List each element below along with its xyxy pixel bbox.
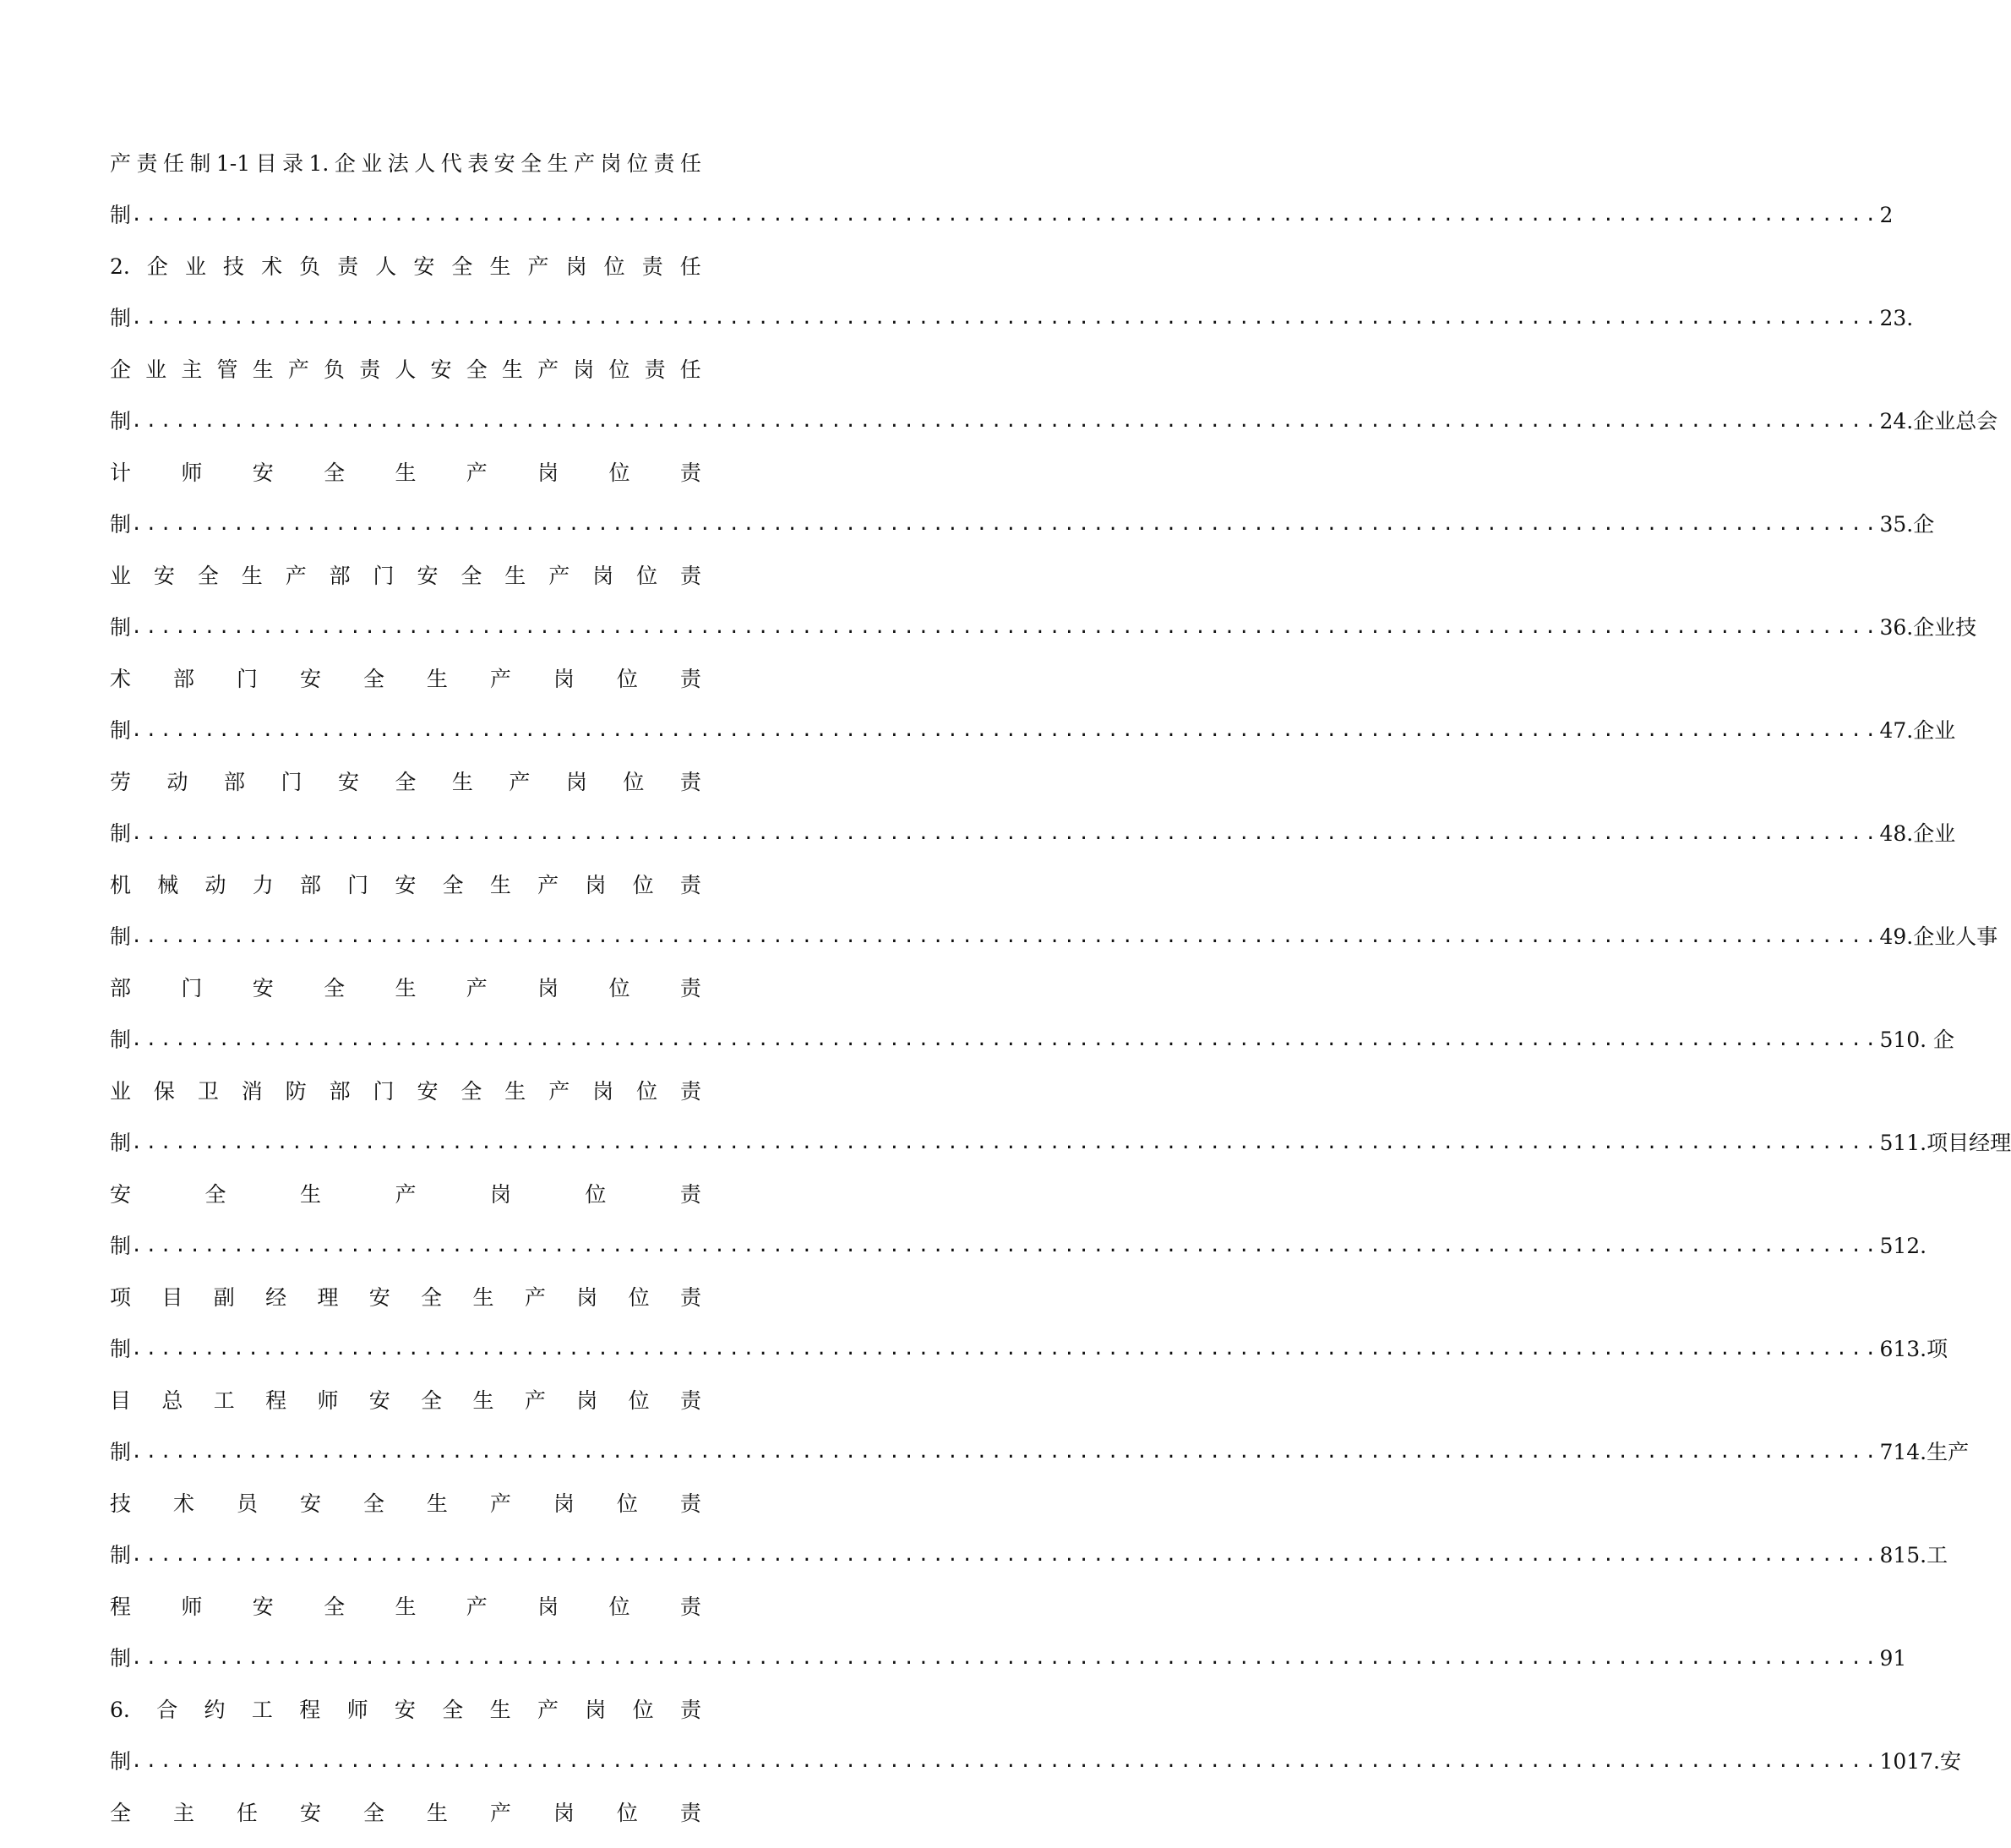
- toc-char: 安: [368, 1388, 390, 1413]
- toc-char: 械: [157, 873, 179, 897]
- toc-leader-line: [110, 714, 1956, 766]
- toc-leader-line: [110, 405, 1998, 456]
- toc-char: 任: [679, 254, 701, 279]
- toc-leader-head: 制: [110, 409, 132, 433]
- toc-char: 企: [334, 151, 356, 176]
- toc-char: 师: [317, 1388, 339, 1413]
- toc-char: 术: [110, 667, 132, 691]
- toc-page-number: 613.项: [1879, 1337, 1948, 1361]
- toc-char: 术: [261, 254, 283, 279]
- toc-char: 生: [504, 564, 526, 588]
- toc-char: 安: [395, 873, 417, 897]
- toc-page-number: 23.: [1879, 306, 1914, 330]
- toc-char: 部: [110, 976, 132, 1000]
- toc-char: 总: [161, 1388, 183, 1413]
- toc-char: 技: [223, 254, 245, 279]
- toc-char: 岗: [565, 770, 587, 794]
- toc-char: 责: [679, 1285, 701, 1310]
- toc-char: 计: [110, 461, 132, 485]
- toc-leader-dots: ........................................................................................................................: [131, 1235, 1880, 1257]
- toc-leader-dots: ........................................................................................................................: [131, 926, 1880, 947]
- toc-char: 责: [679, 1491, 701, 1516]
- toc-page-number: 48.企业: [1879, 821, 1956, 846]
- toc-char: 术: [172, 1491, 194, 1516]
- toc-char: 安: [417, 1079, 439, 1104]
- toc-leader-head: 制: [110, 1028, 132, 1052]
- toc-char: 全: [395, 770, 417, 794]
- toc-char: 岗: [537, 976, 559, 1000]
- toc-char: 卫: [197, 1079, 219, 1104]
- toc-leader-dots: ........................................................................................................................: [131, 1648, 1880, 1669]
- toc-text-line: [110, 662, 701, 714]
- toc-page-number: 2: [1879, 203, 1894, 227]
- toc-char: 全: [324, 461, 346, 485]
- toc-char: 目: [161, 1285, 183, 1310]
- toc-leader-dots: ........................................................................................................................: [131, 204, 1880, 226]
- toc-leader-dots: ........................................................................................................................: [131, 1029, 1880, 1050]
- toc-char: 生: [472, 1285, 494, 1310]
- toc-leader-line: [110, 508, 1935, 559]
- toc-char: 师: [346, 1698, 368, 1722]
- toc-char: 位: [608, 976, 630, 1000]
- toc-leader-head: 制: [110, 821, 132, 846]
- toc-char: 生: [451, 770, 473, 794]
- toc-char: 责: [679, 873, 701, 897]
- toc-text-line: [110, 1178, 701, 1229]
- toc-char: 责: [679, 976, 701, 1000]
- toc-page-number: 35.企: [1879, 512, 1935, 537]
- toc-char: 全: [110, 1801, 132, 1825]
- toc-char: 生: [501, 357, 523, 382]
- toc-char: 程: [110, 1595, 132, 1619]
- toc-char: 人: [395, 357, 417, 382]
- toc-char: 约: [204, 1698, 226, 1722]
- toc-char: 部: [223, 770, 245, 794]
- toc-char: 2.: [110, 254, 130, 279]
- toc-leader-dots: ........................................................................................................................: [131, 308, 1880, 329]
- toc-leader-head: 制: [110, 1646, 132, 1671]
- toc-page-number: 47.企业: [1879, 718, 1956, 743]
- toc-char: 岗: [537, 461, 559, 485]
- toc-char: 位: [636, 564, 658, 588]
- toc-char: 安: [413, 254, 435, 279]
- toc-leader-line: [110, 920, 1998, 972]
- toc-char: 任: [679, 357, 701, 382]
- toc-char: 位: [628, 1388, 650, 1413]
- toc-char: 责: [679, 1388, 701, 1413]
- toc-char: 理: [317, 1285, 339, 1310]
- toc-char: 安: [252, 461, 274, 485]
- toc-char: 岗: [489, 1182, 511, 1207]
- toc-leader-head: 制: [110, 512, 132, 537]
- toc-char: 位: [627, 151, 649, 176]
- toc-char: 负: [324, 357, 346, 382]
- toc-char: 全: [324, 976, 346, 1000]
- toc-page-number: 714.生产: [1879, 1440, 1970, 1464]
- toc-char: 位: [585, 1182, 607, 1207]
- toc-char: 位: [616, 667, 638, 691]
- toc-text-line: [110, 1384, 701, 1436]
- toc-char: 责: [359, 357, 381, 382]
- toc-char: 1-1: [215, 151, 251, 176]
- toc-leader-head: 制: [110, 1749, 132, 1774]
- toc-leader-line: [110, 1539, 1948, 1590]
- toc-text-line: [110, 869, 701, 920]
- toc-char: 师: [181, 1595, 203, 1619]
- toc-char: 产: [466, 1595, 488, 1619]
- toc-char: 全: [520, 151, 542, 176]
- toc-char: 消: [241, 1079, 263, 1104]
- toc-char: 任: [679, 151, 701, 176]
- toc-char: 全: [362, 1491, 384, 1516]
- toc-char: 位: [632, 1698, 654, 1722]
- toc-text-line: [110, 559, 701, 611]
- toc-char: 程: [299, 1698, 321, 1722]
- toc-char: 产: [574, 151, 596, 176]
- toc-char: 副: [213, 1285, 235, 1310]
- toc-char: 安: [110, 1182, 132, 1207]
- toc-char: 位: [608, 461, 630, 485]
- toc-leader-dots: ........................................................................................................................: [131, 1338, 1880, 1360]
- toc-char: 生: [489, 1698, 511, 1722]
- toc-char: 工: [251, 1698, 273, 1722]
- toc-char: 岗: [576, 1285, 598, 1310]
- toc-char: 位: [616, 1491, 638, 1516]
- toc-char: 生: [504, 1079, 526, 1104]
- toc-char: 机: [110, 873, 132, 897]
- toc-char: 目: [110, 1388, 132, 1413]
- toc-char: 劳: [110, 770, 132, 794]
- toc-char: 产: [489, 1801, 511, 1825]
- toc-char: 岗: [585, 873, 607, 897]
- toc-text-line: [110, 1796, 701, 1848]
- toc-char: 位: [632, 873, 654, 897]
- toc-char: 主: [172, 1801, 194, 1825]
- toc-char: 企: [110, 357, 132, 382]
- table-of-contents: [110, 147, 2011, 1848]
- toc-char: 主: [181, 357, 203, 382]
- toc-leader-line: [110, 817, 1956, 869]
- toc-char: 产: [548, 1079, 570, 1104]
- toc-char: 制: [189, 151, 211, 176]
- toc-char: 生: [426, 1491, 448, 1516]
- toc-char: 岗: [576, 1388, 598, 1413]
- toc-leader-dots: ........................................................................................................................: [131, 720, 1880, 741]
- toc-leader-head: 制: [110, 924, 132, 949]
- toc-leader-head: 制: [110, 203, 132, 227]
- toc-char: 安: [417, 564, 439, 588]
- toc-char: 责: [679, 1698, 701, 1722]
- toc-char: 表: [467, 151, 489, 176]
- toc-leader-head: 制: [110, 615, 132, 640]
- toc-char: 防: [285, 1079, 307, 1104]
- toc-char: 业: [110, 564, 132, 588]
- toc-char: 岗: [573, 357, 595, 382]
- toc-char: 经: [265, 1285, 287, 1310]
- toc-char: 业: [184, 254, 206, 279]
- toc-leader-dots: ........................................................................................................................: [131, 1545, 1880, 1566]
- toc-leader-head: 制: [110, 1337, 132, 1361]
- toc-char: 企: [146, 254, 168, 279]
- toc-char: 业: [110, 1079, 132, 1104]
- toc-char: 产: [287, 357, 309, 382]
- toc-char: 安: [153, 564, 175, 588]
- toc-char: 位: [636, 1079, 658, 1104]
- toc-char: 任: [236, 1801, 258, 1825]
- toc-leader-line: [110, 1745, 1962, 1796]
- toc-char: 业: [145, 357, 167, 382]
- toc-char: 岗: [537, 1595, 559, 1619]
- toc-char: 岗: [592, 1079, 614, 1104]
- toc-char: 全: [324, 1595, 346, 1619]
- toc-char: 位: [603, 254, 625, 279]
- toc-char: 责: [644, 357, 666, 382]
- toc-char: 产: [395, 1182, 417, 1207]
- toc-char: 生: [472, 1388, 494, 1413]
- toc-text-line: [110, 147, 701, 199]
- toc-leader-head: 制: [110, 1131, 132, 1155]
- toc-char: 安: [252, 1595, 274, 1619]
- toc-char: 门: [347, 873, 369, 897]
- toc-char: 全: [461, 564, 482, 588]
- toc-char: 产: [537, 1698, 559, 1722]
- toc-char: 业: [361, 151, 383, 176]
- toc-char: 门: [373, 1079, 395, 1104]
- toc-char: 生: [395, 461, 417, 485]
- toc-char: 责: [653, 151, 675, 176]
- toc-char: 全: [466, 357, 488, 382]
- toc-char: 岗: [585, 1698, 607, 1722]
- toc-char: 6.: [110, 1698, 130, 1722]
- toc-char: 技: [110, 1491, 132, 1516]
- toc-char: 全: [421, 1388, 443, 1413]
- toc-page-number: 24.企业总会: [1879, 409, 1998, 433]
- toc-text-line: [110, 1590, 701, 1642]
- toc-char: 力: [252, 873, 274, 897]
- toc-char: 产: [524, 1285, 546, 1310]
- toc-leader-line: [110, 1229, 1927, 1281]
- toc-leader-head: 制: [110, 718, 132, 743]
- toc-char: 产: [548, 564, 570, 588]
- toc-char: 岗: [553, 1801, 575, 1825]
- toc-leader-dots: ........................................................................................................................: [131, 1442, 1880, 1463]
- toc-char: 岗: [600, 151, 622, 176]
- toc-char: 产: [537, 873, 559, 897]
- toc-leader-head: 制: [110, 1440, 132, 1464]
- toc-leader-line: [110, 302, 1914, 353]
- toc-char: 产: [285, 564, 307, 588]
- toc-char: 部: [329, 564, 351, 588]
- toc-leader-dots: ........................................................................................................................: [131, 1751, 1880, 1772]
- toc-leader-line: [110, 1126, 2011, 1178]
- toc-leader-line: [110, 1023, 1955, 1075]
- toc-char: 全: [421, 1285, 443, 1310]
- toc-char: 产: [489, 1491, 511, 1516]
- toc-char: 安: [493, 151, 515, 176]
- toc-char: 责: [679, 1182, 701, 1207]
- toc-char: 部: [299, 873, 321, 897]
- toc-char: 责: [679, 1801, 701, 1825]
- toc-char: 门: [236, 667, 258, 691]
- toc-char: 安: [368, 1285, 390, 1310]
- toc-char: 责: [679, 770, 701, 794]
- toc-char: 生: [489, 254, 511, 279]
- toc-char: 责: [679, 1595, 701, 1619]
- toc-char: 法: [387, 151, 409, 176]
- toc-char: 责: [136, 151, 158, 176]
- toc-char: 产: [466, 461, 488, 485]
- toc-char: 生: [489, 873, 511, 897]
- toc-char: 门: [281, 770, 302, 794]
- toc-char: 师: [181, 461, 203, 485]
- toc-page-number: 510. 企: [1879, 1028, 1955, 1052]
- toc-char: 全: [461, 1079, 482, 1104]
- toc-page-number: 91: [1879, 1646, 1907, 1671]
- toc-leader-dots: ........................................................................................................................: [131, 411, 1880, 432]
- toc-char: 产: [527, 254, 549, 279]
- toc-char: 生: [426, 1801, 448, 1825]
- toc-char: 1.: [308, 151, 330, 176]
- toc-leader-line: [110, 1436, 1970, 1487]
- toc-char: 部: [172, 667, 194, 691]
- toc-char: 工: [213, 1388, 235, 1413]
- toc-char: 生: [547, 151, 569, 176]
- toc-leader-dots: ........................................................................................................................: [131, 514, 1880, 535]
- toc-char: 生: [241, 564, 263, 588]
- toc-char: 责: [679, 1079, 701, 1104]
- toc-char: 全: [362, 667, 384, 691]
- toc-char: 位: [628, 1285, 650, 1310]
- toc-char: 责: [679, 461, 701, 485]
- toc-char: 位: [608, 1595, 630, 1619]
- toc-leader-head: 制: [110, 1234, 132, 1258]
- toc-char: 责: [641, 254, 663, 279]
- toc-page-number: 49.企业人事: [1879, 924, 1998, 949]
- toc-char: 代: [440, 151, 462, 176]
- toc-leader-dots: ........................................................................................................................: [131, 823, 1880, 844]
- toc-text-line: [110, 1487, 701, 1539]
- toc-page-number: 36.企业技: [1879, 615, 1977, 640]
- toc-page-number: 511.项目经理: [1879, 1131, 2011, 1155]
- toc-char: 动: [166, 770, 188, 794]
- toc-char: 生: [252, 357, 274, 382]
- toc-char: 安: [394, 1698, 416, 1722]
- toc-char: 程: [265, 1388, 287, 1413]
- toc-char: 门: [181, 976, 203, 1000]
- toc-char: 岗: [565, 254, 587, 279]
- toc-char: 人: [375, 254, 397, 279]
- toc-char: 岗: [592, 564, 614, 588]
- toc-char: 产: [537, 357, 559, 382]
- toc-char: 录: [282, 151, 304, 176]
- toc-char: 位: [616, 1801, 638, 1825]
- toc-char: 全: [451, 254, 473, 279]
- toc-text-line: [110, 250, 701, 302]
- toc-char: 安: [299, 1491, 321, 1516]
- toc-text-line: [110, 1075, 701, 1126]
- toc-char: 合: [156, 1698, 178, 1722]
- toc-char: 岗: [553, 1491, 575, 1516]
- toc-char: 产: [489, 667, 511, 691]
- toc-page-number: 512.: [1879, 1234, 1927, 1258]
- toc-text-line: [110, 1281, 701, 1333]
- toc-leader-head: 制: [110, 306, 132, 330]
- toc-char: 岗: [553, 667, 575, 691]
- toc-char: 产: [110, 151, 132, 176]
- toc-char: 生: [426, 667, 448, 691]
- toc-char: 责: [337, 254, 359, 279]
- toc-text-line: [110, 972, 701, 1023]
- toc-char: 任: [162, 151, 184, 176]
- toc-char: 人: [414, 151, 436, 176]
- toc-char: 产: [466, 976, 488, 1000]
- toc-char: 安: [299, 667, 321, 691]
- toc-char: 责: [679, 667, 701, 691]
- toc-char: 安: [430, 357, 452, 382]
- toc-char: 安: [299, 1801, 321, 1825]
- toc-char: 保: [153, 1079, 175, 1104]
- toc-char: 生: [395, 976, 417, 1000]
- toc-char: 门: [373, 564, 395, 588]
- toc-char: 项: [110, 1285, 132, 1310]
- toc-text-line: [110, 353, 701, 405]
- toc-leader-line: [110, 199, 1894, 250]
- toc-char: 管: [216, 357, 238, 382]
- toc-char: 生: [395, 1595, 417, 1619]
- toc-char: 全: [442, 1698, 464, 1722]
- toc-char: 安: [337, 770, 359, 794]
- toc-leader-head: 制: [110, 1543, 132, 1567]
- toc-char: 部: [329, 1079, 351, 1104]
- toc-char: 全: [442, 873, 464, 897]
- toc-leader-dots: ........................................................................................................................: [131, 1132, 1880, 1153]
- toc-page-number: 1017.安: [1879, 1749, 1962, 1774]
- toc-char: 全: [197, 564, 219, 588]
- toc-leader-line: [110, 1642, 1907, 1693]
- toc-leader-dots: ........................................................................................................................: [131, 617, 1880, 638]
- toc-char: 目: [255, 151, 277, 176]
- toc-char: 产: [524, 1388, 546, 1413]
- toc-char: 员: [236, 1491, 258, 1516]
- toc-char: 产: [509, 770, 531, 794]
- toc-page-number: 815.工: [1879, 1543, 1948, 1567]
- toc-char: 负: [299, 254, 321, 279]
- toc-text-line: [110, 766, 701, 817]
- toc-char: 全: [204, 1182, 226, 1207]
- toc-char: 责: [679, 564, 701, 588]
- toc-char: 生: [299, 1182, 321, 1207]
- toc-leader-line: [110, 611, 1977, 662]
- toc-text-line: [110, 1693, 701, 1745]
- toc-char: 动: [204, 873, 226, 897]
- toc-text-line: [110, 456, 701, 508]
- toc-char: 位: [623, 770, 645, 794]
- toc-leader-line: [110, 1333, 1948, 1384]
- toc-char: 全: [362, 1801, 384, 1825]
- toc-char: 安: [252, 976, 274, 1000]
- toc-char: 位: [608, 357, 630, 382]
